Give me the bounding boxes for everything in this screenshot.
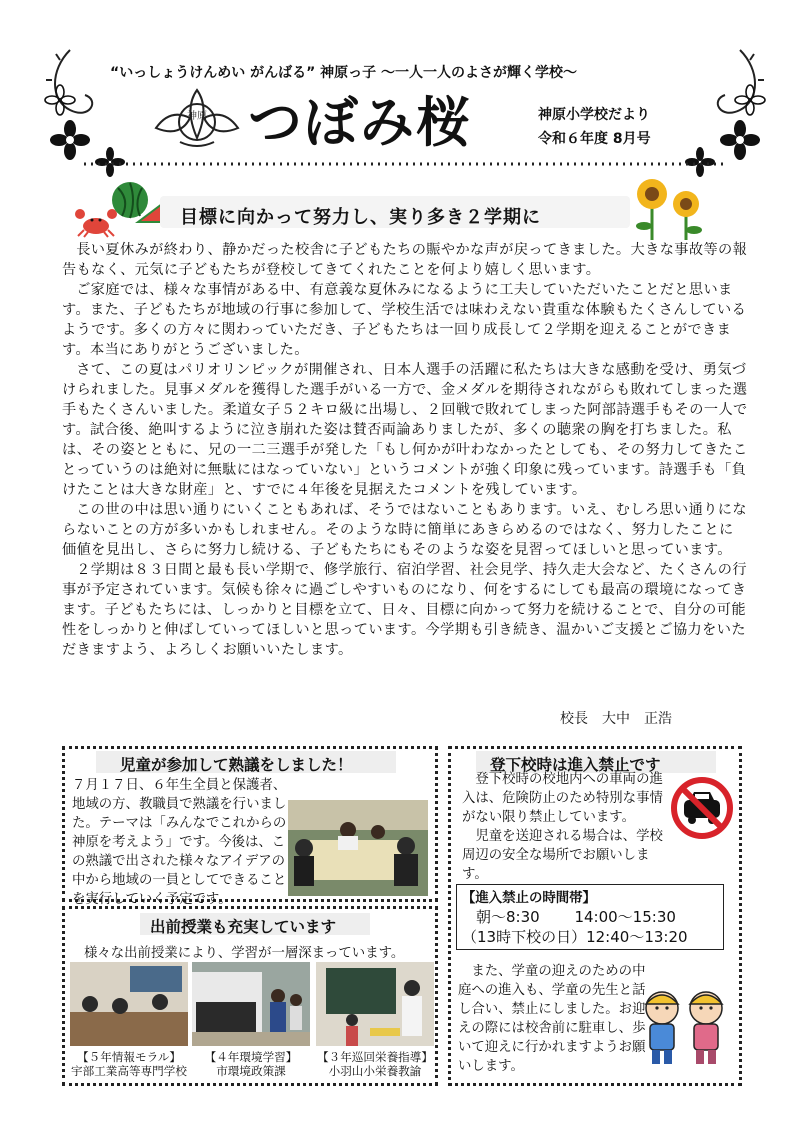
lesson-photo-info-moral bbox=[70, 962, 188, 1046]
newsletter-title: つぼみ桜 bbox=[248, 91, 472, 154]
emblem-text: 神原 bbox=[187, 111, 207, 122]
debate-text: ７月１７日、６年生全員と保護者、地域の方、教職員で熟議を行いました。テーマは「みんなでこれからの神原を考えよう」です。今後は、この熟議で出された様々なアイデアの中から地域の一員としてできることを実行していく予定です。 bbox=[72, 778, 287, 907]
lesson-photo-environment bbox=[192, 962, 310, 1046]
newsletter-name: 神原小学校だより bbox=[538, 107, 650, 123]
lesson-photo-nutrition bbox=[316, 962, 434, 1046]
entry-text-1: 登下校時の校地内への車両の進入は、危険防止のため特別な事情がない限り禁止しています。 bbox=[462, 772, 663, 825]
entry-text bbox=[462, 770, 674, 884]
lesson-caption bbox=[190, 1050, 312, 1078]
school-emblem-icon bbox=[150, 88, 244, 152]
article-paragraph: 長い夏休みが終わり、静かだった校舎に子どもたちの賑やかな声が戻ってきました。大きな事故等の報告もなく、元気に子どもたちが登校してきてくれたことを何より嬉しく思います。 bbox=[62, 242, 748, 278]
watermelon-icon bbox=[104, 178, 164, 228]
article-paragraph: ご家庭では、様々な事情がある中、有意義な夏休みになるように工夫していただいたことだと思います。また、子どもたちが地域の行事に参加して、学校生活では味わえない貴重な体験もたくさんしているようです。多くの方々に関わっていただき、子どもたちは一回り成長して２学期を迎えることができます。本当にありがとうございました。 bbox=[62, 282, 747, 358]
lesson-caption-title: 【３年巡回栄養指導】 bbox=[317, 1050, 433, 1064]
lesson-caption-title: 【４年環境学習】 bbox=[204, 1050, 298, 1064]
article-headline: 目標に向かって努力し、実り多き２学期に bbox=[180, 207, 541, 228]
lesson-caption bbox=[314, 1050, 436, 1078]
lessons-title: 出前授業も充実しています bbox=[150, 918, 337, 936]
lesson-caption-org: 宇部工業高等専門学校 bbox=[71, 1064, 187, 1078]
principal-message bbox=[62, 240, 748, 660]
lesson-caption-org: 小羽山小栄養教諭 bbox=[328, 1064, 422, 1078]
lesson-caption-org: 市環境政策課 bbox=[216, 1064, 286, 1078]
debate-photo bbox=[288, 800, 428, 896]
sunflower-icon bbox=[630, 176, 710, 242]
entry-text-2: 児童を送迎される場合は、学校周辺の安全な場所でお願いします。 bbox=[462, 829, 663, 882]
lesson-caption bbox=[68, 1050, 190, 1078]
lesson-caption-title: 【５年情報モラル】 bbox=[77, 1050, 181, 1064]
no-car-icon bbox=[670, 776, 734, 840]
school-motto: “いっしょうけんめい がんばる” 神原っ子 〜一人一人のよさが輝く学校〜 bbox=[110, 65, 578, 81]
entry-title: 登下校時は進入禁止です bbox=[490, 756, 661, 774]
time-row-early-dismissal: （13時下校の日）12:40〜13:20 bbox=[462, 928, 688, 946]
article-paragraph: ２学期は８３日間と最も長い学期で、修学旅行、宿泊学習、社会見学、持久走大会など、たくさんの行事が予定されています。気候も徐々に過ごしやすいものになり、何をするにしても最高の環境になってきます。子どもたちには、しっかりと目標を立て、日々、目標に向かって努力を続けることで、自分の可能性をしっかりと伸ばしていってほしいと思っています。今学期も引き続き、温かいご支援とご協力をいただきますよう、よろしくお願いいたします。 bbox=[62, 562, 747, 658]
children-illustration-icon bbox=[632, 986, 736, 1070]
principal-signature: 校長 大中 正浩 bbox=[560, 711, 672, 727]
issue-label: 令和６年度 8月号 bbox=[538, 131, 651, 147]
article-paragraph: さて、この夏はパリオリンピックが開催され、日本人選手の活躍に私たちは大きな感動を受け、勇気づけられました。見事メダルを獲得した選手がいる一方で、金メダルを期待されながらも敗れてしまった選手もたくさんいました。柔道女子５２キロ級に出場し、２回戦で敗れてしまった阿部詩選手もその一人です。試合後、絶叫するように泣き崩れた姿は賛否両論ありましたが、多くの聴衆の胸を打ちました。私は、その姿とともに、兄の一二三選手が発した「もし何かが叶わなかったとしても、その努力してきたことっていうのは絶対に無駄にはなっていない」というコメントが強く印象に残っています。詩選手も「負けたことは大きな財産」と、すでに４年後を見据えたコメントを残しています。 bbox=[62, 362, 748, 498]
time-row-morning: 朝〜8:30 14:00〜15:30 bbox=[476, 908, 676, 926]
debate-title: 児童が参加して熟議をしました！ bbox=[120, 756, 353, 774]
dotted-divider bbox=[84, 160, 724, 168]
article-paragraph: この世の中は思い通りにいくこともあれば、そうではないこともあります。いえ、むしろ思い通りにならないことの方が多いかもしれません。そのような時に簡単にあきらめるのではなく、努力したことに価値を見出し、さらに努力し続ける、子どもたちにもそのような姿を見習ってほしいと思っています。 bbox=[62, 502, 747, 558]
lessons-intro: 様々な出前授業により、学習が一層深まっています。 bbox=[84, 946, 405, 961]
time-title: 【進入禁止の時間帯】 bbox=[462, 891, 596, 906]
pickup-text: また、学童の迎えのための中庭への進入も、学童の先生と話し合い、禁止にしました。お迎えの際には校舎前に駐車し、歩いて迎えに行かれますようお願いします。 bbox=[458, 964, 646, 1074]
